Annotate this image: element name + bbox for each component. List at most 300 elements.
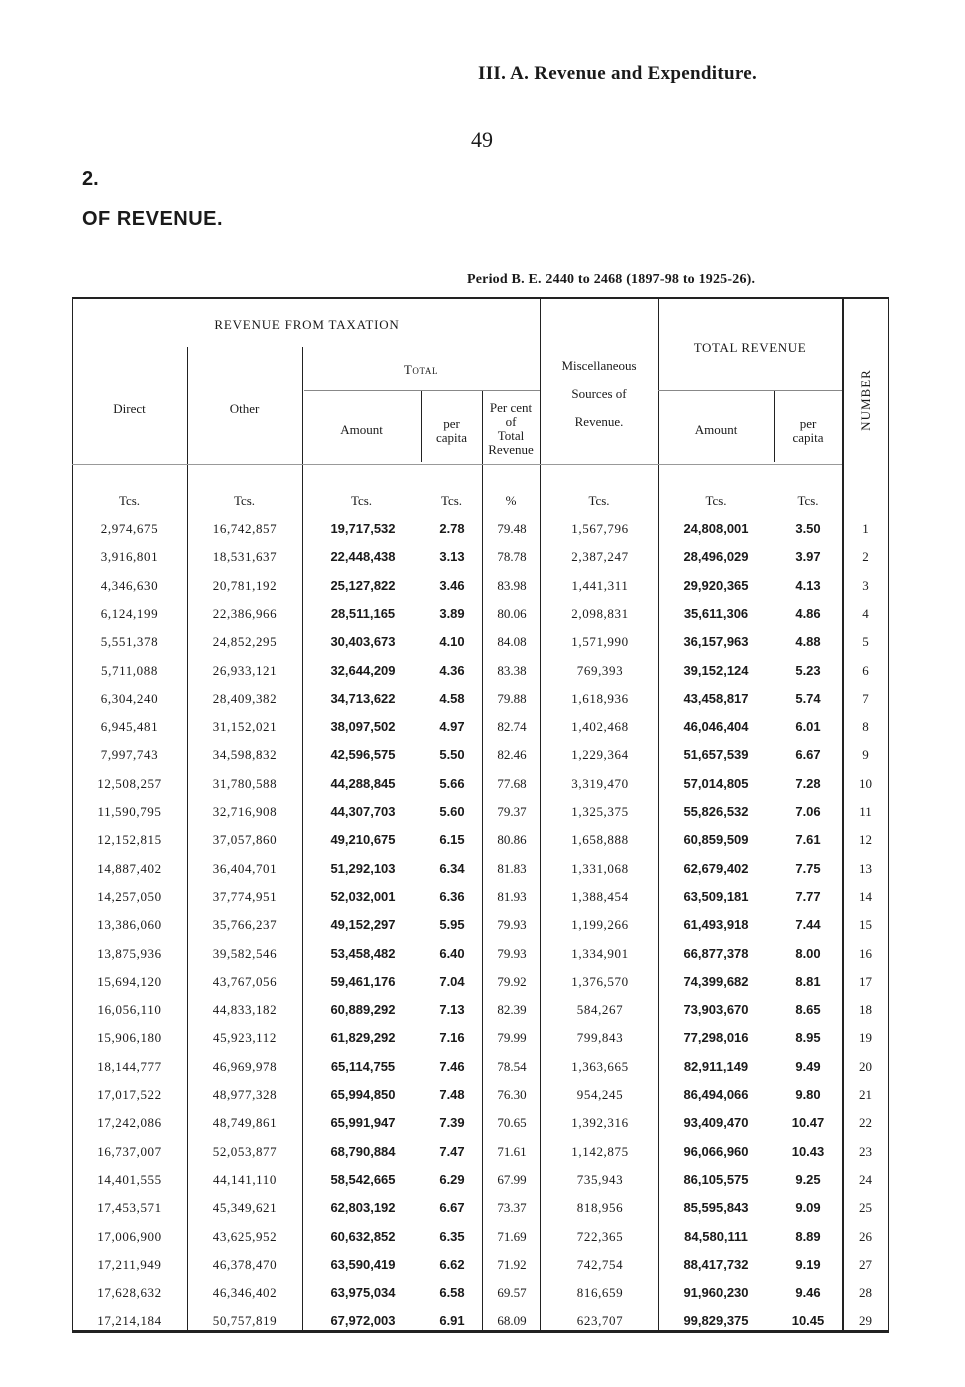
cell-total-per-capita: 8.65 xyxy=(795,1002,821,1018)
cell-misc: 1,567,796 xyxy=(571,521,629,536)
cell-direct: 17,453,571 xyxy=(97,1200,162,1216)
header-revenue-from-taxation: REVENUE FROM TAXATION xyxy=(214,317,400,332)
header-per-cent-line3: Total xyxy=(497,428,525,443)
cell-total: 77,298,016 xyxy=(683,1030,749,1046)
cell-other: 43,625,952 xyxy=(212,1228,278,1244)
cell-other: 18,531,637 xyxy=(212,549,278,565)
cell-other: 43,767,056 xyxy=(212,973,278,989)
cell-total: 29,920,365 xyxy=(683,577,749,593)
cell-misc: 1,325,375 xyxy=(571,804,629,819)
cell-total-per-capita: 8.00 xyxy=(795,945,821,961)
cell-amount: 65,114,755 xyxy=(330,1058,396,1074)
cell-amount: 63,975,034 xyxy=(330,1285,396,1301)
cell-amount: 58,542,665 xyxy=(330,1171,396,1187)
cell-number: 18 xyxy=(859,1002,872,1018)
cell-total: 43,458,817 xyxy=(683,690,749,706)
cell-per-capita: 5.60 xyxy=(439,804,465,819)
cell-direct: 11,590,795 xyxy=(97,804,162,819)
cell-direct: 16,056,110 xyxy=(97,1002,162,1018)
cell-per-capita: 4.36 xyxy=(439,662,465,678)
cell-total: 51,657,539 xyxy=(683,747,749,763)
cell-total-per-capita: 10.43 xyxy=(791,1143,825,1159)
cell-direct: 7,997,743 xyxy=(100,747,159,763)
table-row xyxy=(72,741,889,769)
cell-number: 1 xyxy=(862,521,869,536)
cell-number: 9 xyxy=(862,747,869,763)
cell-per-capita: 5.50 xyxy=(439,747,465,763)
cell-direct: 18,144,777 xyxy=(97,1058,162,1074)
cell-misc: 954,245 xyxy=(576,1087,624,1102)
header-per-capita-line2: capita xyxy=(435,430,468,445)
cell-total: 46,046,404 xyxy=(683,719,749,735)
cell-number: 3 xyxy=(862,577,869,593)
table-row xyxy=(72,1279,889,1307)
cell-misc: 1,392,316 xyxy=(571,1115,629,1131)
cell-per-cent: 80.86 xyxy=(497,832,527,848)
table-row xyxy=(72,600,889,628)
cell-total-per-capita: 9.09 xyxy=(795,1200,821,1216)
cell-amount: 42,596,575 xyxy=(330,747,396,763)
cell-direct: 14,401,555 xyxy=(97,1171,162,1187)
cell-per-capita: 7.13 xyxy=(439,1002,465,1018)
table-row xyxy=(72,657,889,685)
cell-per-capita: 6.91 xyxy=(439,1313,465,1329)
header-number: NUMBER xyxy=(858,369,873,431)
cell-total-per-capita: 6.01 xyxy=(795,719,821,735)
cell-per-cent: 71.92 xyxy=(497,1256,527,1272)
cell-per-cent: 84.08 xyxy=(497,634,527,650)
header-amount: Amount xyxy=(340,422,383,437)
cell-number: 15 xyxy=(859,917,872,933)
table-row xyxy=(72,1307,889,1335)
unit-direct: Tcs. xyxy=(118,493,141,508)
cell-total-per-capita: 7.28 xyxy=(795,775,821,791)
cell-per-cent: 79.48 xyxy=(497,521,527,536)
cell-total: 57,014,805 xyxy=(683,775,749,791)
cell-misc: 1,334,901 xyxy=(571,945,629,961)
cell-total: 91,960,230 xyxy=(683,1285,749,1301)
cell-misc: 1,388,454 xyxy=(571,888,629,904)
table-row xyxy=(72,628,889,656)
cell-number: 19 xyxy=(859,1030,872,1046)
cell-misc: 623,707 xyxy=(576,1313,624,1329)
cell-direct: 2,974,675 xyxy=(100,521,159,536)
cell-direct: 6,304,240 xyxy=(100,690,159,706)
cell-other: 46,346,402 xyxy=(212,1285,278,1301)
cell-amount: 68,790,884 xyxy=(330,1143,396,1159)
cell-per-cent: 79.93 xyxy=(497,945,527,961)
cell-direct: 6,124,199 xyxy=(100,605,159,621)
cell-direct: 17,211,949 xyxy=(97,1256,162,1272)
cell-number: 21 xyxy=(859,1087,872,1102)
cell-per-cent: 78.78 xyxy=(497,549,527,565)
cell-misc: 3,319,470 xyxy=(571,775,629,791)
cell-per-capita: 4.10 xyxy=(439,634,465,650)
header-total-revenue: TOTAL REVENUE xyxy=(693,340,807,355)
header-misc-line1: Miscellaneous xyxy=(561,358,637,373)
cell-per-cent: 77.68 xyxy=(497,775,527,791)
cell-other: 45,923,112 xyxy=(212,1030,278,1046)
cell-other: 46,378,470 xyxy=(212,1256,278,1272)
cell-misc: 1,229,364 xyxy=(571,747,629,763)
cell-direct: 6,945,481 xyxy=(100,719,159,735)
cell-direct: 14,257,050 xyxy=(97,888,162,904)
table-row xyxy=(72,770,889,798)
table-row xyxy=(72,798,889,826)
cell-other: 32,716,908 xyxy=(212,804,278,819)
cell-number: 11 xyxy=(859,804,872,819)
cell-total: 62,679,402 xyxy=(683,860,749,876)
cell-total: 35,611,306 xyxy=(683,605,749,621)
cell-per-cent: 83.38 xyxy=(497,662,527,678)
cell-direct: 13,386,060 xyxy=(97,917,162,933)
cell-total: 74,399,682 xyxy=(683,973,749,989)
cell-per-capita: 6.35 xyxy=(439,1228,465,1244)
cell-other: 24,852,295 xyxy=(212,634,278,650)
cell-per-capita: 6.29 xyxy=(439,1171,465,1187)
table-row xyxy=(72,685,889,713)
cell-direct: 17,006,900 xyxy=(97,1228,162,1244)
cell-amount: 25,127,822 xyxy=(330,577,396,593)
cell-amount: 49,152,297 xyxy=(330,917,396,933)
cell-misc: 1,571,990 xyxy=(571,634,629,650)
header-per-cent-line2: of xyxy=(505,414,517,429)
cell-per-cent: 70.65 xyxy=(497,1115,527,1131)
cell-amount: 30,403,673 xyxy=(330,634,396,650)
cell-total-per-capita: 7.06 xyxy=(795,804,821,819)
cell-per-capita: 5.95 xyxy=(439,917,465,933)
cell-misc: 816,659 xyxy=(576,1285,624,1301)
cell-direct: 14,887,402 xyxy=(97,860,162,876)
cell-per-capita: 7.48 xyxy=(439,1087,465,1102)
cell-total-per-capita: 4.13 xyxy=(795,577,821,593)
rule-under-total-revenue xyxy=(658,390,842,391)
section-title: III. A. Revenue and Expenditure. xyxy=(478,63,757,84)
cell-other: 26,933,121 xyxy=(212,662,278,678)
header-direct: Direct xyxy=(113,401,146,416)
cell-amount: 51,292,103 xyxy=(330,860,396,876)
cell-direct: 15,906,180 xyxy=(97,1030,162,1046)
cell-direct: 17,628,632 xyxy=(97,1285,162,1301)
cell-number: 26 xyxy=(859,1228,872,1244)
table-title: OF REVENUE. xyxy=(82,208,224,230)
table-row xyxy=(72,1194,889,1222)
cell-amount: 22,448,438 xyxy=(330,549,396,565)
cell-number: 14 xyxy=(859,888,872,904)
cell-per-cent: 81.93 xyxy=(497,888,527,904)
cell-number: 22 xyxy=(859,1115,872,1131)
cell-total-per-capita: 4.88 xyxy=(795,634,821,650)
cell-number: 16 xyxy=(859,945,872,961)
cell-number: 10 xyxy=(859,775,872,791)
cell-other: 37,774,951 xyxy=(212,888,278,904)
cell-other: 44,833,182 xyxy=(212,1002,278,1018)
cell-per-cent: 71.69 xyxy=(497,1228,527,1244)
cell-misc: 2,387,247 xyxy=(571,549,629,565)
cell-total-per-capita: 9.80 xyxy=(795,1087,821,1102)
cell-per-cent: 82.74 xyxy=(497,719,527,735)
unit-per-capita: Tcs. xyxy=(440,493,463,508)
cell-total-per-capita: 8.89 xyxy=(795,1228,821,1244)
cell-number: 5 xyxy=(862,634,869,650)
unit-other: Tcs. xyxy=(233,493,256,508)
header-misc-line3: Revenue. xyxy=(574,414,624,429)
table-row xyxy=(72,826,889,854)
cell-per-capita: 4.97 xyxy=(439,719,465,735)
table-row xyxy=(72,1138,889,1166)
cell-amount: 53,458,482 xyxy=(330,945,396,961)
table-row xyxy=(72,855,889,883)
cell-misc: 799,843 xyxy=(576,1030,624,1046)
cell-direct: 17,017,522 xyxy=(97,1087,162,1102)
cell-amount: 61,829,292 xyxy=(330,1030,396,1046)
cell-total-per-capita: 7.75 xyxy=(795,860,821,876)
cell-other: 44,141,110 xyxy=(212,1171,278,1187)
cell-total-per-capita: 8.81 xyxy=(795,973,821,989)
cell-total: 60,859,509 xyxy=(683,832,749,848)
cell-number: 28 xyxy=(859,1285,872,1301)
header-total-per-capita xyxy=(774,417,842,445)
table-number: 2. xyxy=(82,168,99,190)
table-row xyxy=(72,713,889,741)
cell-direct: 17,242,086 xyxy=(97,1115,162,1131)
rule-under-total-label xyxy=(304,390,540,391)
cell-total: 63,509,181 xyxy=(683,888,749,904)
cell-number: 12 xyxy=(859,832,872,848)
cell-misc: 584,267 xyxy=(576,1002,624,1018)
cell-misc: 1,331,068 xyxy=(571,860,629,876)
cell-number: 8 xyxy=(862,719,869,735)
unit-amount: Tcs. xyxy=(350,493,373,508)
cell-per-cent: 82.39 xyxy=(497,1002,527,1018)
cell-misc: 818,956 xyxy=(576,1200,624,1216)
cell-total: 55,826,532 xyxy=(683,804,749,819)
cell-misc: 1,618,936 xyxy=(571,690,629,706)
header-misc-line2: Sources of xyxy=(571,386,627,401)
cell-per-cent: 79.92 xyxy=(497,973,527,989)
cell-amount: 28,511,165 xyxy=(330,605,396,621)
period-caption: Period B. E. 2440 to 2468 (1897-98 to 1925-26). xyxy=(467,272,756,287)
cell-total: 85,595,843 xyxy=(683,1200,749,1216)
cell-number: 6 xyxy=(862,662,869,678)
cell-other: 20,781,192 xyxy=(212,577,278,593)
cell-per-capita: 3.46 xyxy=(439,577,465,593)
table-row xyxy=(72,883,889,911)
cell-total-per-capita: 7.44 xyxy=(795,917,821,933)
table-row xyxy=(72,1024,889,1052)
cell-direct: 12,152,815 xyxy=(97,832,162,848)
cell-other: 45,349,621 xyxy=(212,1200,278,1216)
cell-direct: 5,711,088 xyxy=(101,662,158,678)
header-per-cent xyxy=(482,401,540,457)
cell-other: 50,757,819 xyxy=(212,1313,278,1329)
cell-total-per-capita: 9.49 xyxy=(795,1058,821,1074)
table-row xyxy=(72,572,889,600)
cell-total: 82,911,149 xyxy=(683,1058,749,1074)
cell-per-capita: 7.16 xyxy=(439,1030,465,1046)
header-per-capita-line1: per xyxy=(443,416,460,431)
cell-total: 88,417,732 xyxy=(683,1256,749,1272)
cell-total: 24,808,001 xyxy=(683,521,749,536)
cell-per-cent: 83.98 xyxy=(497,577,527,593)
cell-total: 73,903,670 xyxy=(683,1002,749,1018)
table-row xyxy=(72,911,889,939)
cell-per-cent: 79.37 xyxy=(497,804,527,819)
cell-direct: 16,737,007 xyxy=(97,1143,162,1159)
cell-other: 48,749,861 xyxy=(212,1115,278,1131)
cell-amount: 19,717,532 xyxy=(330,521,396,536)
cell-number: 24 xyxy=(859,1171,872,1187)
cell-per-capita: 7.47 xyxy=(439,1143,465,1159)
cell-per-capita: 6.40 xyxy=(439,945,465,961)
cell-per-capita: 3.89 xyxy=(439,605,465,621)
cell-amount: 62,803,192 xyxy=(330,1200,396,1216)
cell-misc: 769,393 xyxy=(576,662,624,678)
cell-total-per-capita: 8.95 xyxy=(795,1030,821,1046)
cell-per-capita: 6.58 xyxy=(439,1285,465,1301)
cell-per-capita: 4.58 xyxy=(439,690,465,706)
cell-amount: 34,713,622 xyxy=(330,690,396,706)
header-other: Other xyxy=(229,401,260,416)
cell-per-cent: 73.37 xyxy=(497,1200,527,1216)
header-per-capita xyxy=(421,417,482,445)
cell-total: 39,152,124 xyxy=(683,662,749,678)
cell-per-capita: 6.67 xyxy=(439,1200,465,1216)
cell-number: 2 xyxy=(862,549,869,565)
cell-misc: 735,943 xyxy=(576,1171,624,1187)
cell-total: 84,580,111 xyxy=(684,1228,748,1244)
cell-other: 37,057,860 xyxy=(212,832,278,848)
revenue-table xyxy=(72,297,889,1333)
table-row xyxy=(72,1109,889,1137)
cell-other: 34,598,832 xyxy=(212,747,278,763)
cell-other: 31,780,588 xyxy=(212,775,278,791)
cell-total-per-capita: 5.23 xyxy=(795,662,821,678)
cell-amount: 65,994,850 xyxy=(330,1087,396,1102)
cell-per-cent: 79.93 xyxy=(497,917,527,933)
cell-misc: 1,199,266 xyxy=(571,917,629,933)
cell-number: 27 xyxy=(859,1256,872,1272)
cell-misc: 1,658,888 xyxy=(571,832,629,848)
cell-amount: 52,032,001 xyxy=(330,888,396,904)
cell-direct: 15,694,120 xyxy=(97,973,162,989)
cell-misc: 742,754 xyxy=(576,1256,624,1272)
cell-other: 48,977,328 xyxy=(212,1087,278,1102)
cell-total: 93,409,470 xyxy=(683,1115,749,1131)
cell-amount: 60,889,292 xyxy=(330,1002,396,1018)
cell-per-cent: 81.83 xyxy=(497,860,527,876)
table-top-rule xyxy=(72,297,889,299)
cell-per-cent: 80.06 xyxy=(497,605,527,621)
table-row xyxy=(72,940,889,968)
cell-per-cent: 68.09 xyxy=(497,1313,527,1329)
cell-amount: 38,097,502 xyxy=(330,719,396,735)
cell-misc: 2,098,831 xyxy=(571,605,629,621)
cell-total-per-capita: 7.61 xyxy=(795,832,821,848)
cell-total-per-capita: 10.45 xyxy=(791,1313,825,1329)
cell-per-cent: 78.54 xyxy=(497,1058,527,1074)
cell-per-capita: 6.62 xyxy=(439,1256,465,1272)
cell-total: 66,877,378 xyxy=(683,945,749,961)
cell-amount: 44,288,845 xyxy=(330,775,396,791)
cell-misc: 1,402,468 xyxy=(571,719,629,735)
cell-per-cent: 67.99 xyxy=(497,1171,527,1187)
cell-direct: 17,214,184 xyxy=(97,1313,162,1329)
cell-per-capita: 7.39 xyxy=(439,1115,465,1131)
cell-total: 36,157,963 xyxy=(683,634,749,650)
cell-amount: 49,210,675 xyxy=(330,832,396,848)
cell-amount: 59,461,176 xyxy=(330,973,396,989)
table-row xyxy=(72,515,889,543)
cell-per-capita: 5.66 xyxy=(439,775,465,791)
cell-total-per-capita: 9.19 xyxy=(795,1256,821,1272)
cell-total: 86,494,066 xyxy=(683,1087,749,1102)
cell-misc: 1,142,875 xyxy=(571,1143,629,1159)
cell-other: 28,409,382 xyxy=(212,690,278,706)
unit-total-amount: Tcs. xyxy=(705,493,727,508)
cell-per-capita: 7.46 xyxy=(439,1058,465,1074)
cell-per-capita: 6.36 xyxy=(439,888,465,904)
cell-total-per-capita: 3.50 xyxy=(795,521,821,536)
rule-header-bottom xyxy=(72,464,842,465)
cell-other: 39,582,546 xyxy=(212,945,278,961)
cell-total: 96,066,960 xyxy=(683,1143,749,1159)
cell-total: 61,493,918 xyxy=(683,917,749,933)
cell-total-per-capita: 6.67 xyxy=(795,747,821,763)
unit-misc: Tcs. xyxy=(588,493,610,508)
cell-total-per-capita: 9.46 xyxy=(795,1285,821,1301)
cell-per-capita: 6.15 xyxy=(439,832,465,848)
cell-other: 46,969,978 xyxy=(212,1058,278,1074)
cell-per-capita: 3.13 xyxy=(439,549,465,565)
cell-misc: 1,363,665 xyxy=(571,1058,629,1074)
cell-number: 7 xyxy=(862,690,869,706)
cell-total-per-capita: 3.97 xyxy=(795,549,821,565)
cell-per-capita: 2.78 xyxy=(439,521,465,536)
header-per-cent-line1: Per cent xyxy=(489,400,533,415)
cell-total: 28,496,029 xyxy=(683,549,749,565)
cell-other: 31,152,021 xyxy=(212,719,278,735)
cell-per-capita: 6.34 xyxy=(439,860,465,876)
cell-per-cent: 79.99 xyxy=(497,1030,527,1046)
cell-per-capita: 7.04 xyxy=(439,973,465,989)
header-miscellaneous xyxy=(540,352,658,436)
cell-number: 23 xyxy=(859,1143,872,1159)
cell-misc: 722,365 xyxy=(576,1228,624,1244)
unit-per-cent: % xyxy=(505,493,517,508)
cell-total-per-capita: 7.77 xyxy=(795,888,821,904)
cell-number: 25 xyxy=(859,1200,872,1216)
cell-total-per-capita: 4.86 xyxy=(795,605,821,621)
cell-amount: 65,991,947 xyxy=(330,1115,396,1131)
cell-total-per-capita: 5.74 xyxy=(795,690,821,706)
cell-amount: 60,632,852 xyxy=(330,1228,396,1244)
cell-direct: 3,916,801 xyxy=(100,549,159,565)
cell-other: 52,053,877 xyxy=(212,1143,278,1159)
header-total-per-line2: capita xyxy=(792,430,824,445)
cell-number: 13 xyxy=(859,860,872,876)
cell-per-cent: 76.30 xyxy=(497,1087,527,1102)
cell-number: 17 xyxy=(859,973,872,989)
header-per-cent-line4: Revenue xyxy=(488,442,534,457)
cell-other: 22,386,966 xyxy=(212,605,278,621)
cell-misc: 1,376,570 xyxy=(571,973,629,989)
cell-per-cent: 82.46 xyxy=(497,747,527,763)
cell-number: 4 xyxy=(862,605,869,621)
page-number: 49 xyxy=(471,127,493,152)
cell-total: 86,105,575 xyxy=(683,1171,749,1187)
cell-per-cent: 71.61 xyxy=(497,1143,527,1159)
